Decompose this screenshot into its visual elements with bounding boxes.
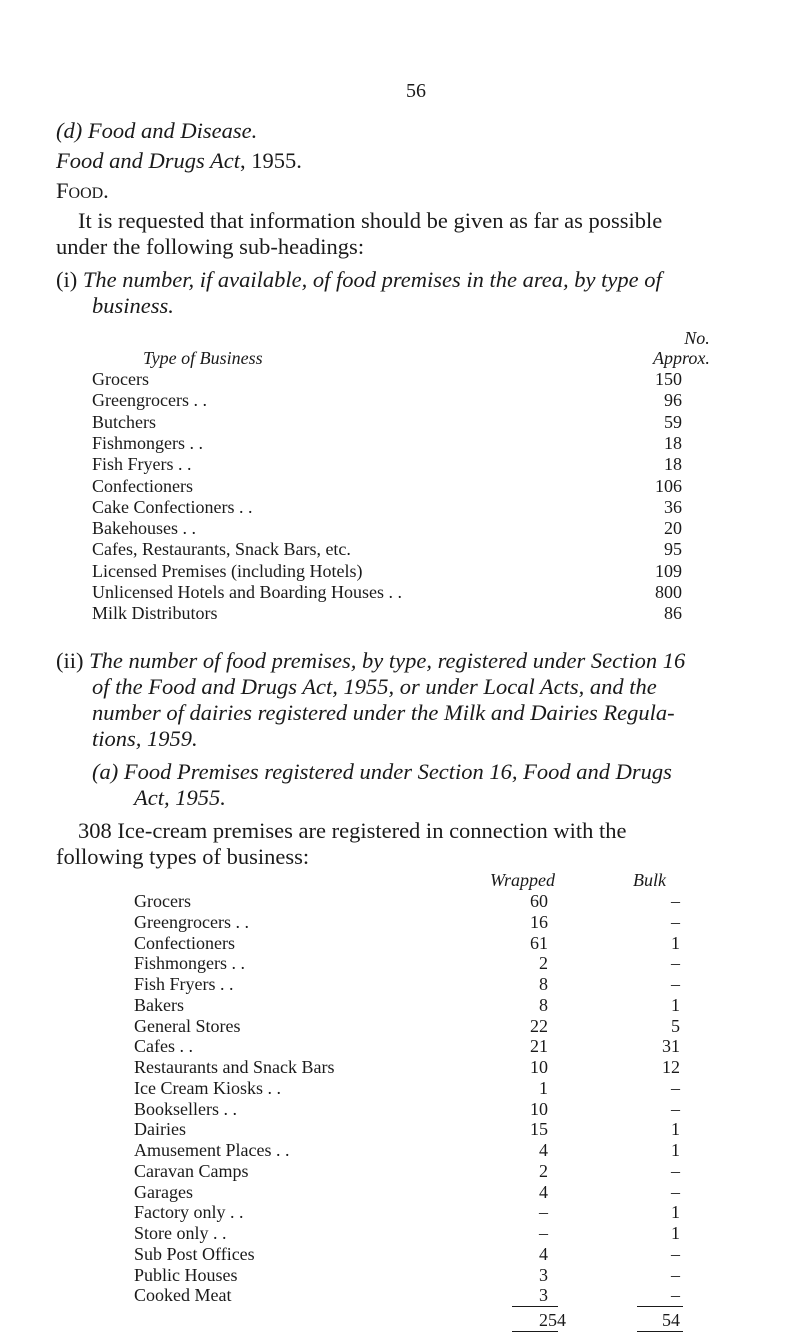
business-count: 106 [655, 475, 682, 496]
bulk-count: 1 [671, 1223, 680, 1243]
total-wrapped: 254 [539, 1310, 566, 1330]
business-type: Greengrocers . . [134, 911, 249, 932]
bulk-count: – [671, 1077, 680, 1098]
bulk-count: 31 [662, 1036, 680, 1057]
section-label: (d) [56, 118, 83, 143]
business-count: 150 [655, 369, 682, 389]
intro-line-2: under the following sub-headings: [56, 234, 365, 259]
page-number: 56 [406, 80, 426, 102]
wrapped-count: 61 [530, 932, 548, 953]
wrapped-count: 8 [539, 974, 548, 994]
col-bulk-header: Bulk [633, 870, 666, 890]
part-ii-line-2: of the Food and Drugs Act, 1955, or under Local Acts, and the [92, 674, 657, 699]
business-type: Factory only . . [134, 1202, 244, 1223]
business-type: Unlicensed Hotels and Boarding Houses . . [92, 582, 402, 602]
business-type: Fish Fryers . . [92, 454, 192, 475]
business-count: 18 [664, 454, 682, 475]
col-no-header: No. [684, 328, 710, 348]
bulk-count: – [671, 1264, 680, 1285]
sub-a-line-2: Act, 1955. [134, 785, 226, 810]
col-wrapped-header: Wrapped [490, 870, 555, 890]
business-type: Bakers [134, 994, 184, 1015]
bulk-count: 1 [671, 1119, 680, 1140]
bulk-count: 1 [671, 1140, 680, 1160]
bulk-count: – [671, 911, 680, 932]
wrapped-count: 8 [539, 994, 548, 1015]
business-count: 95 [664, 539, 682, 560]
wrapped-count: 22 [530, 1015, 548, 1036]
part-ii-line-3: number of dairies registered under the Milk and Dairies Regula- [92, 700, 675, 725]
sub-a-heading-1: Food Premises registered under Section 16, Food and Drugs [123, 759, 672, 784]
business-type: Dairies [134, 1119, 186, 1140]
wrapped-count: 10 [530, 1098, 548, 1119]
wrapped-count: 4 [539, 1140, 548, 1160]
business-type: Cooked Meat [134, 1285, 232, 1306]
bulk-count: – [671, 1160, 680, 1181]
wrapped-count: 2 [539, 1160, 548, 1181]
part-i-label: (i) [56, 267, 78, 292]
col-approx-header: Approx. [653, 348, 710, 368]
wrapped-count: 3 [539, 1264, 548, 1285]
bulk-count: 12 [662, 1057, 680, 1077]
bulk-count: – [671, 1181, 680, 1202]
section-heading [56, 116, 257, 146]
part-ii-label: (ii) [56, 648, 84, 673]
wrapped-count: – [539, 1223, 548, 1243]
bulk-count: – [671, 974, 680, 994]
business-type: Ice Cream Kiosks . . [134, 1077, 281, 1098]
food-label: Food. [56, 178, 109, 203]
business-type: Fishmongers . . [92, 432, 204, 453]
total-rule-bulk-bottom [637, 1331, 683, 1332]
part-ii-line-4: tions, 1959. [92, 726, 198, 751]
business-type: Confectioners [134, 932, 235, 953]
wrapped-count: 15 [530, 1119, 548, 1140]
business-type: Cake Confectioners . . [92, 496, 253, 517]
business-type: Grocers [134, 891, 191, 911]
part-i-heading-1: The number, if available, of food premises in the area, by type of [82, 267, 662, 292]
business-type: Caravan Camps [134, 1160, 249, 1181]
business-type: Cafes . . [134, 1036, 193, 1057]
bulk-count: – [671, 1098, 680, 1119]
business-type: Public Houses [134, 1264, 238, 1285]
business-type: Store only . . [134, 1223, 227, 1243]
wrapped-count: 2 [539, 953, 548, 974]
bulk-count: – [671, 1285, 680, 1306]
business-type: Amusement Places . . [134, 1140, 290, 1160]
business-count: 96 [664, 390, 682, 411]
act-heading [56, 146, 302, 176]
bulk-count: 1 [671, 994, 680, 1015]
bulk-count: 5 [671, 1015, 680, 1036]
wrapped-count: 21 [530, 1036, 548, 1057]
wrapped-count: 16 [530, 911, 548, 932]
bulk-count: 1 [671, 932, 680, 953]
part-ii-heading-1: The number of food premises, by type, registered under Section 16 [89, 648, 686, 673]
business-count: 109 [655, 560, 682, 581]
business-type: Garages [134, 1181, 193, 1202]
total-rule-wrapped-top [512, 1306, 558, 1307]
business-type: Sub Post Offices [134, 1243, 255, 1264]
business-count: 20 [664, 518, 682, 539]
wrapped-count: 10 [530, 1057, 548, 1077]
business-type: Grocers [92, 369, 149, 389]
act-year: , 1955. [239, 148, 302, 173]
business-type: Booksellers . . [134, 1098, 237, 1119]
wrapped-count: 4 [539, 1243, 548, 1264]
act-title: Food and Drugs Act [56, 148, 240, 173]
intro-line-1: It is requested that information should be given as far as possible [78, 208, 663, 233]
wrapped-count: – [539, 1202, 548, 1223]
wrapped-count: 60 [530, 891, 548, 911]
business-type: Fishmongers . . [134, 953, 246, 974]
total-rule-bulk-top [637, 1306, 683, 1307]
bulk-count: – [671, 891, 680, 911]
bulk-count: 1 [671, 1202, 680, 1223]
business-type: General Stores [134, 1015, 241, 1036]
part-i-line-2: business. [92, 293, 174, 318]
sub-a-label: (a) [92, 759, 119, 784]
col-type-header: Type of Business [143, 348, 263, 368]
section-title: Food and Disease. [87, 118, 258, 143]
wrapped-count: 4 [539, 1181, 548, 1202]
business-count: 36 [664, 496, 682, 517]
registration-line-1: 308 Ice-cream premises are registered in connection with the [78, 818, 627, 843]
bulk-count: – [671, 953, 680, 974]
business-type: Bakehouses . . [92, 518, 196, 539]
business-count: 86 [664, 603, 682, 624]
total-rule-wrapped-bottom [512, 1331, 558, 1332]
business-type: Licensed Premises (including Hotels) [92, 560, 363, 581]
business-count: 800 [655, 582, 682, 602]
business-type: Fish Fryers . . [134, 974, 234, 994]
business-type: Greengrocers . . [92, 390, 207, 411]
business-type: Milk Distributors [92, 603, 218, 624]
registration-line-2: following types of business: [56, 844, 310, 869]
business-type: Confectioners [92, 475, 193, 496]
wrapped-count: 1 [539, 1077, 548, 1098]
business-type: Cafes, Restaurants, Snack Bars, etc. [92, 539, 351, 560]
total-bulk: 54 [662, 1310, 680, 1330]
business-type: Restaurants and Snack Bars [134, 1057, 335, 1077]
business-count: 59 [664, 411, 682, 432]
wrapped-count: 3 [539, 1285, 548, 1306]
bulk-count: – [671, 1243, 680, 1264]
business-type: Butchers [92, 411, 156, 432]
business-count: 18 [664, 432, 682, 453]
